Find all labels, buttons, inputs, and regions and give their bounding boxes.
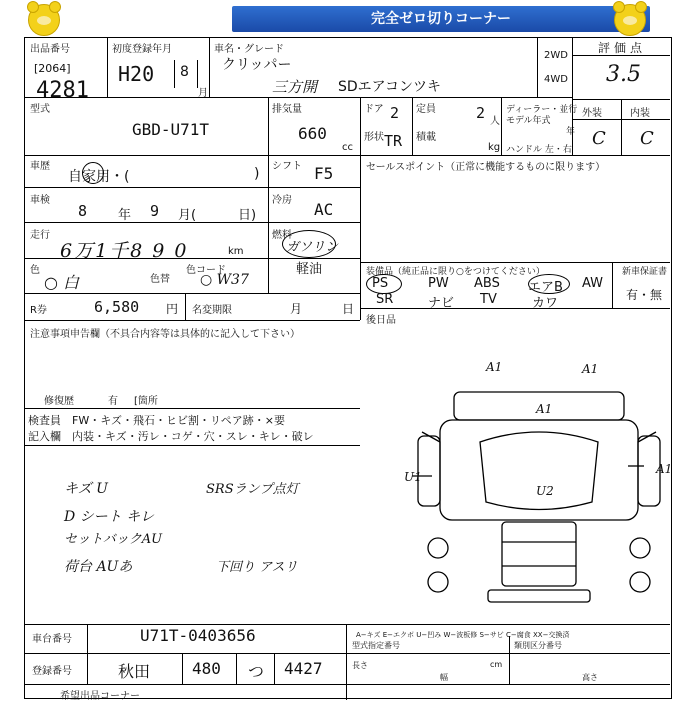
drive-2wd: 2WD <box>544 50 568 61</box>
ac-label: 冷房 <box>272 195 292 206</box>
car-grade: SDエアコンツキ <box>338 79 441 95</box>
inspection-month-unit: 月( <box>178 208 197 223</box>
capacity-value: 2 <box>476 104 486 122</box>
checker-row-2: 内装・キズ・汚レ・コゲ・穴・スレ・キレ・破レ <box>72 430 314 443</box>
color-code: ○ W37 <box>200 272 249 288</box>
equipment-leather: カワ <box>532 296 559 311</box>
mascot-right-icon <box>614 4 646 36</box>
mark-a1-front-right: A1 <box>582 362 599 376</box>
inspection-year: 8 <box>78 202 88 220</box>
displacement-unit: cc <box>342 142 353 153</box>
equipment-pw: PW <box>428 276 449 291</box>
car-label: 車名・グレード <box>214 44 284 55</box>
interior-label: 内装 <box>630 108 650 119</box>
mascot-left-icon <box>28 4 60 36</box>
registration-class: 480 <box>192 659 221 678</box>
car-name: クリッパー <box>222 57 292 73</box>
shift-label: シフト <box>272 161 302 172</box>
displacement-label: 排気量 <box>272 104 302 115</box>
handnote-2: D シート キレ <box>64 509 154 525</box>
load-label: 積載 <box>416 132 436 143</box>
capacity-label: 定員 <box>416 104 436 115</box>
equipment-label: 装備品（純正品に限り○をつけてください） <box>366 267 545 277</box>
capacity-unit: 人 <box>490 116 500 127</box>
load-unit: kg <box>488 142 501 153</box>
dealer-label: ディーラー・並行 <box>506 105 578 115</box>
equipment-sr: SR <box>376 292 394 307</box>
repair-bracket: [箇所 <box>134 396 158 407</box>
dims-label-5: 高さ <box>582 673 598 682</box>
chassis-label: 車台番号 <box>32 634 72 645</box>
registration-kana: つ <box>248 662 265 681</box>
name-change-month: 月 <box>290 302 303 316</box>
fuel-diesel: 軽油 <box>296 262 323 277</box>
grade-handwritten: 三方開 <box>272 78 318 96</box>
inspection-year-unit: 年 <box>118 208 132 223</box>
handnote-6: 下回り アスリ <box>216 560 298 575</box>
dims-label-1: 型式指定番号 <box>352 641 400 650</box>
repair-label: 修復歴 <box>44 396 74 407</box>
warranty-value: 有・無 <box>626 288 663 302</box>
ac-value: AC <box>314 200 334 219</box>
mark-a1-front-left: A1 <box>486 360 503 374</box>
fuel-gas: ガソリン <box>286 240 339 255</box>
equipment-aw: AW <box>582 276 604 291</box>
mileage-label: 走行 <box>30 230 50 241</box>
interior-grade: C <box>640 128 654 149</box>
equipment-tv: TV <box>480 292 497 307</box>
equipment-navi: ナビ <box>428 296 455 311</box>
handnote-1: キズ U <box>64 481 108 497</box>
lot-number: 4281 <box>36 78 89 103</box>
handle-label: ハンドル 左・右 <box>506 145 572 155</box>
lot-label: 出品番号 <box>30 44 70 55</box>
score-label: 評価点 <box>598 41 647 55</box>
history-close: ) <box>254 166 260 182</box>
model-year-label: モデル年式 <box>506 116 551 126</box>
lot-sub: [2064] <box>34 62 71 75</box>
first-reg-year: H20 <box>118 62 155 86</box>
fuel-label: 燃料 <box>272 230 292 241</box>
handnote-5: SRSランプ点灯 <box>206 482 299 497</box>
repair-value: 有 <box>108 396 118 407</box>
sales-label: セールスポイント（正常に機能するものに限ります） <box>366 162 606 173</box>
model-value: GBD-U71T <box>132 120 210 139</box>
inspection-day-unit: 日) <box>238 208 257 223</box>
damage-legend: A−キズ E−エクボ U−凹み W−波板修 S−サビ C−腐食 XX−交換済 <box>356 631 570 639</box>
checker-label-2: 記入欄 <box>28 430 61 443</box>
rear-seat-label: 後日品 <box>366 315 396 326</box>
month-unit: 月 <box>198 88 208 99</box>
dims-label-4: 幅 <box>440 673 448 682</box>
exterior-label: 外装 <box>582 108 602 119</box>
registration-region: 秋田 <box>118 662 151 681</box>
doors-label: ドア <box>364 104 384 115</box>
mark-a1-roof: A1 <box>536 402 553 416</box>
history-label: 車歴 <box>30 161 50 172</box>
mileage-unit: km <box>228 246 244 257</box>
equipment-abs: ABS <box>474 276 500 291</box>
exterior-grade: C <box>592 128 606 149</box>
registration-number: 4427 <box>284 659 323 678</box>
handnote-3: セットバックAU <box>64 532 163 547</box>
chassis-value: U71T-0403656 <box>140 626 256 645</box>
drive-4wd: 4WD <box>544 74 568 85</box>
dims-unit: cm <box>490 660 503 669</box>
name-change-day: 日 <box>342 302 355 316</box>
recycle-label: R券 <box>30 305 47 316</box>
equipment-airbag: エアB <box>528 280 563 295</box>
recycle-unit: 円 <box>166 302 179 316</box>
first-reg-month: 8 <box>180 64 189 80</box>
displacement-value: 660 <box>298 124 327 143</box>
doors-value: 2 <box>390 104 400 122</box>
history-value: 自家用・( <box>68 169 130 185</box>
score-value: 3.5 <box>606 62 641 87</box>
handnote-4: 荷台 AUあ <box>64 559 133 575</box>
equipment-ps: PS <box>372 276 389 291</box>
color-label: 色 <box>30 265 40 276</box>
inspection-month: 9 <box>150 202 160 220</box>
mark-u2-bed: U2 <box>536 484 554 498</box>
registration-label: 登録番号 <box>32 666 72 677</box>
dims-label-2: 長さ <box>352 661 368 670</box>
mark-u1-left: U1 <box>404 470 422 484</box>
first-reg-label: 初度登録年月 <box>112 44 172 55</box>
footer-corner: 希望出品コーナー <box>60 691 140 702</box>
shape-value: TR <box>384 132 403 150</box>
corner-title: 完全ゼロ切りコーナー <box>232 6 650 32</box>
shape-label: 形状 <box>364 132 384 143</box>
model-label: 型式 <box>30 104 50 115</box>
checker-label-1: 検査員 <box>28 414 61 427</box>
notes-label: 注意事項申告欄（不具合内容等は具体的に記入して下さい） <box>30 329 300 340</box>
checker-row-1: FW・キズ・飛石・ヒビ割・リペア跡・×要 <box>72 414 285 427</box>
name-change-label: 名変期限 <box>192 305 232 316</box>
mileage-value: 6万1千8 9 0 <box>60 240 189 262</box>
color-exchange-label: 色替 <box>150 274 170 285</box>
dims-label-3: 類別区分番号 <box>514 641 562 650</box>
shift-value: F5 <box>314 164 334 183</box>
warranty-label: 新車保証書 <box>622 267 668 277</box>
color-value: ○ 白 <box>44 273 80 292</box>
color-code-label: 色コード <box>186 265 226 276</box>
inspection-label: 車検 <box>30 195 50 206</box>
mark-a1-right: A1 <box>656 462 673 476</box>
recycle-value: 6,580 <box>94 298 140 316</box>
year-unit: 年 <box>566 127 576 137</box>
